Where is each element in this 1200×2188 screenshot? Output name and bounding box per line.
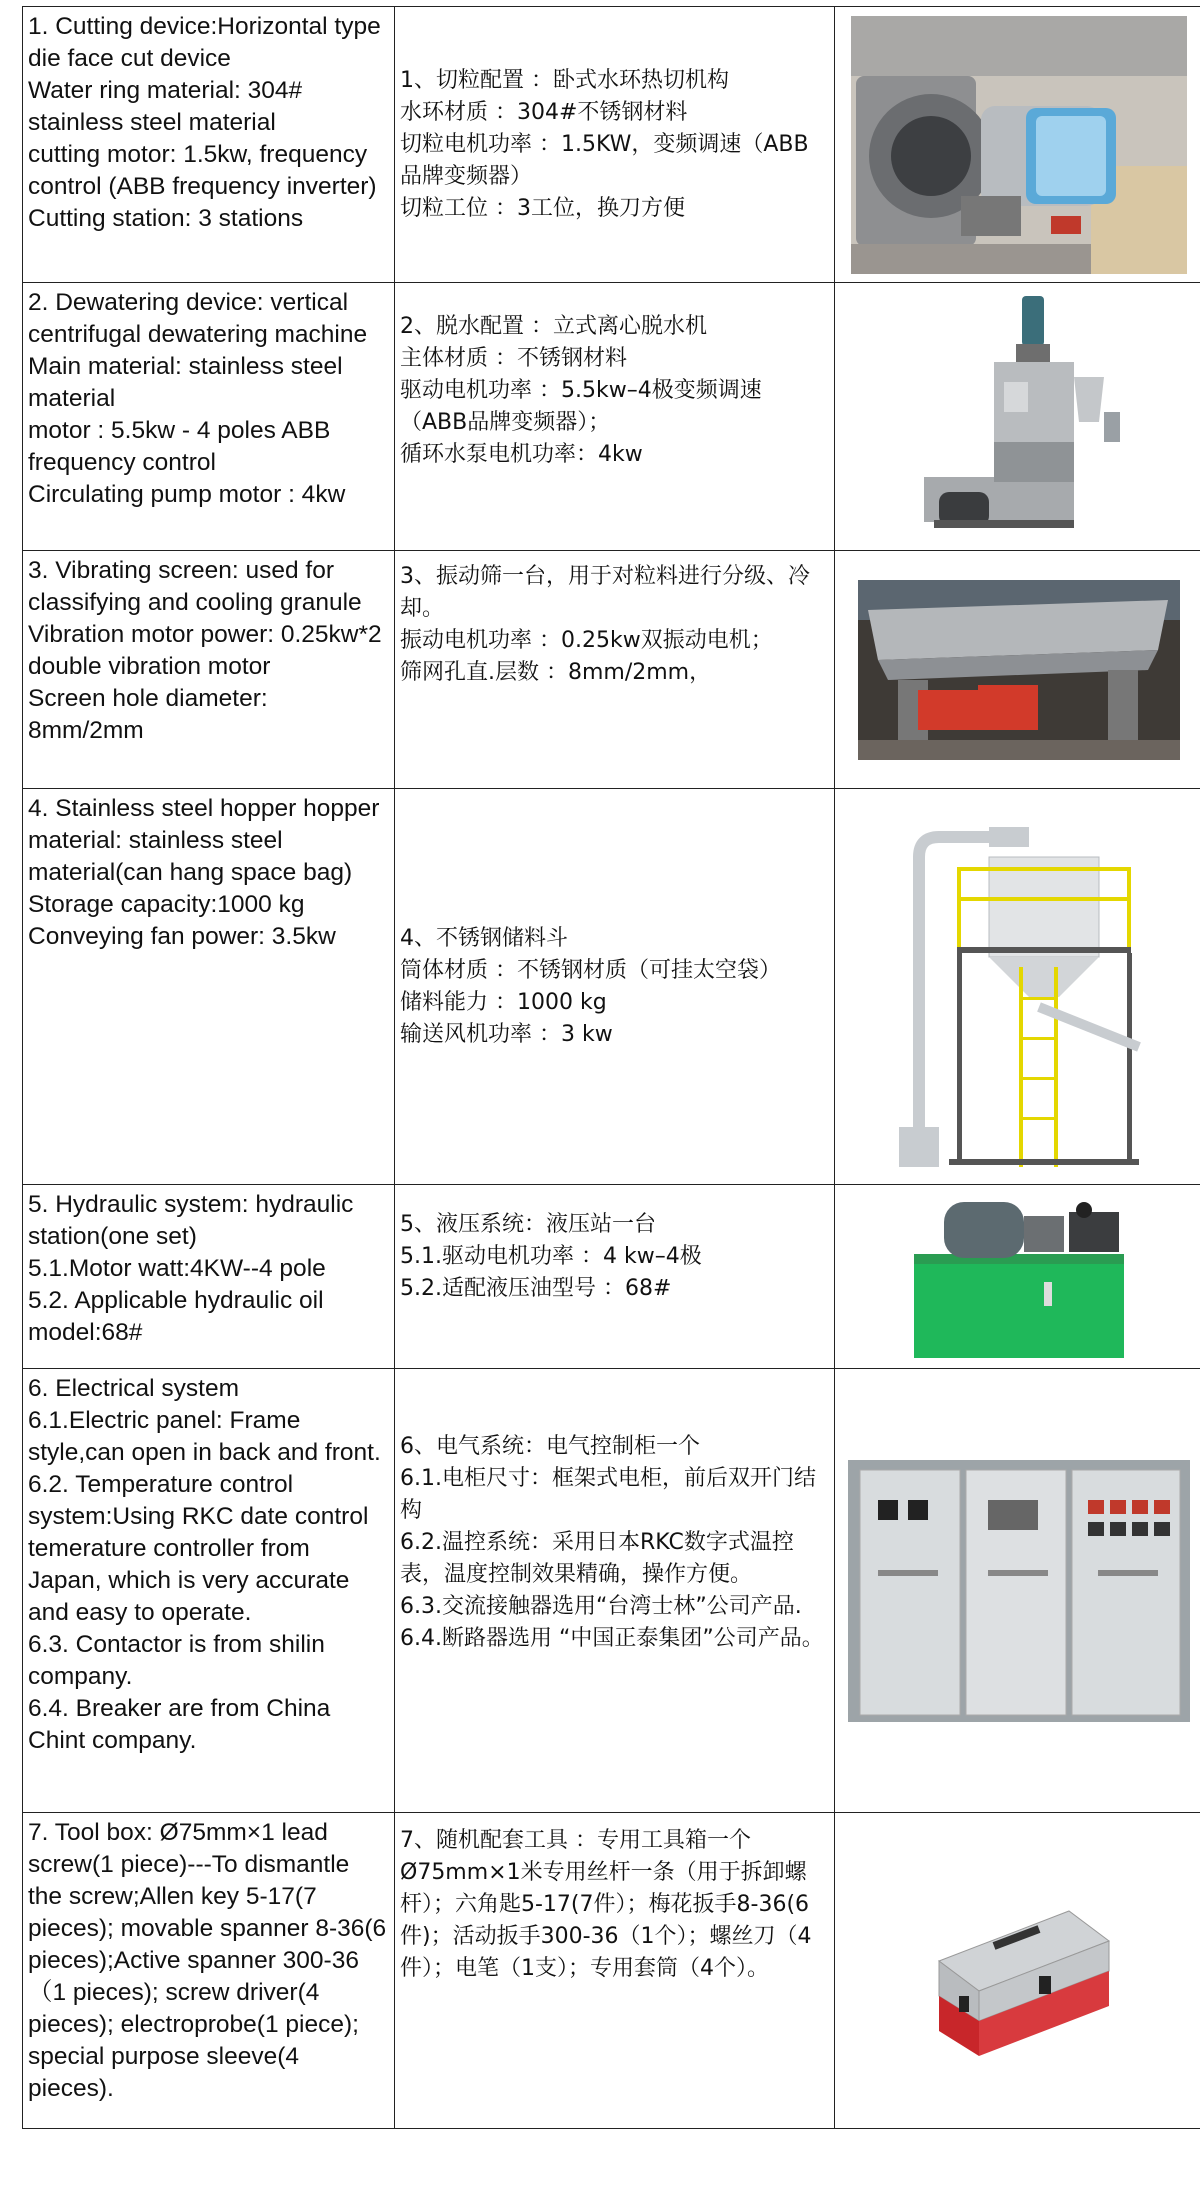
text-line: Storage capacity:1000 kg: [28, 891, 305, 918]
chinese-cell: [395, 7, 835, 283]
text-line: cutting motor: 1.5kw, frequency control (ABB frequency inverter): [28, 141, 377, 200]
text-line: 水环材质 ：304#不锈钢材料: [400, 99, 688, 125]
vibrating-screen-photo: [858, 580, 1180, 760]
text-line: 2、脱水配置 ：立式离心脱水机: [400, 314, 707, 339]
text-line: 振动电机功率 ：0.25kw双振动电机；: [400, 628, 773, 653]
clipped-text: [28, 555, 390, 777]
english-cell: [23, 283, 395, 551]
table-row: [23, 283, 1200, 551]
text-line: 输送风机功率 ：3 kw: [400, 1021, 613, 1047]
text-line: Cutting station: 3 stations: [28, 205, 304, 232]
text-line: Vibration motor power: 0.25kw*2 double vibration motor: [28, 621, 382, 680]
image-cell: [835, 551, 1200, 789]
english-cell: [23, 551, 395, 789]
text-line: 7. Tool box: Ø75mm×1 lead screw(1 piece)---To dismantle the screw;Allen key 5-17(7 pieces); movable spanner 8-36(6 pieces);Active spanner 300-36（1 pieces); screw driver(4 pieces); electroprobe(1 piece); special purpose sleeve(4 pieces).: [28, 1819, 387, 2102]
tool-box-photo: [919, 1871, 1119, 2071]
text-line: 6.1.电柜尺寸：框架式电柜，前后双开门结构: [400, 1466, 816, 1523]
image-cell: [835, 7, 1200, 283]
table-row: [23, 789, 1200, 1185]
text-line: Circulating pump motor : 4kw: [28, 481, 346, 508]
text-line: 6.3. Contactor is from shilin company.: [28, 1631, 325, 1690]
text-line: 5. Hydraulic system: hydraulic station(one set): [28, 1191, 354, 1250]
text-line: 筛网孔直.层数 ：8mm/2mm，: [400, 660, 712, 685]
text-line: 6.4. Breaker are from China Chint company.: [28, 1695, 331, 1754]
table-row: [23, 7, 1200, 283]
image-cell: [835, 789, 1200, 1185]
text-line: 6、电气系统：电气控制柜一个: [400, 1434, 700, 1459]
text-line: 储料能力 ：1000 kg: [400, 989, 607, 1015]
table-row: [23, 1369, 1200, 1813]
text-line: 1、切粒配置 ：卧式水环热切机构: [400, 67, 729, 93]
text-line: Screen hole diameter: 8mm/2mm: [28, 685, 268, 744]
text-line: 6.2.温控系统：采用日本RKC数字式温控表，温度控制效果精确，操作方便。: [400, 1530, 794, 1587]
text-line: Main material: stainless steel material: [28, 353, 343, 412]
text-line: 筒体材质 ：不锈钢材质（可挂太空袋）: [400, 957, 781, 983]
english-cell: [23, 1813, 395, 2129]
english-cell: [23, 789, 395, 1185]
text-line: 5.1.驱动电机功率 ：4 kw–4极: [400, 1244, 702, 1269]
text-line: 5.2. Applicable hydraulic oil model:68#: [28, 1287, 324, 1346]
image-cell: [835, 1813, 1200, 2129]
chinese-cell: [395, 1369, 835, 1813]
text-line: 7、随机配套工具 ：专用工具箱一个: [400, 1828, 751, 1853]
text-line: 6.3.交流接触器选用“台湾士林”公司产品. 6.4.断路器选用 “中国正泰集团”公司产品。: [400, 1594, 824, 1651]
dewatering-machine-photo: [904, 292, 1134, 542]
text-line: 主体材质 ：不锈钢材料: [400, 346, 627, 371]
text-line: 切粒电机功率 ：1.5KW，变频调速（ABB品牌变频器）: [400, 131, 809, 189]
text-line: 3. Vibrating screen: used for classifying and cooling granule: [28, 557, 362, 616]
text-line: Water ring material: 304# stainless steel material: [28, 77, 303, 136]
text-line: motor : 5.5kw - 4 poles ABB frequency control: [28, 417, 331, 476]
text-line: 6.2. Temperature control system:Using RKC date control temerature controller from Japan, which is very accurate and easy to operate.: [28, 1471, 369, 1626]
text-line: 3、振动筛一台，用于对粒料进行分级、冷却。: [400, 564, 810, 621]
text-line: 5.2.适配液压油型号 ：68#: [400, 1276, 672, 1301]
text-line: Ø75mm×1米专用丝杆一条（用于拆卸螺杆）；六角匙5-17(7件）；梅花扳手8-36(6件)；活动扳手300-36（1个）；螺丝刀（4件）；电笔（1支）；专用套筒（4个）。: [400, 1860, 812, 1981]
spec-table: [22, 6, 1200, 2129]
text-line: 驱动电机功率 ：5.5kw–4极变频调速（ABB品牌变频器）；: [400, 378, 762, 435]
text-line: 5、液压系统：液压站一台: [400, 1212, 656, 1237]
table-row: [23, 1185, 1200, 1369]
image-cell: [835, 1369, 1200, 1813]
text-line: 4. Stainless steel hopper hopper material: stainless steel material(can hang space bag): [28, 795, 380, 886]
text-line: Conveying fan power: 3.5kw: [28, 923, 336, 950]
chinese-cell: [395, 283, 835, 551]
text-line: 2. Dewatering device: vertical centrifugal dewatering machine: [28, 289, 368, 348]
text-line: 5.1.Motor watt:4KW--4 pole: [28, 1255, 326, 1282]
text-line: 6. Electrical system: [28, 1375, 240, 1402]
table-row: [23, 1813, 1200, 2129]
chinese-cell: [395, 789, 835, 1185]
chinese-cell: [395, 1185, 835, 1369]
chinese-cell: [395, 551, 835, 789]
image-cell: [835, 1185, 1200, 1369]
english-cell: [23, 7, 395, 283]
text-line: 1. Cutting device:Horizontal type die face cut device: [28, 13, 381, 72]
pelletizer-photo: [851, 16, 1187, 274]
table-row: [23, 551, 1200, 789]
electrical-cabinet-photo: [848, 1460, 1190, 1722]
hydraulic-station-photo: [894, 1192, 1144, 1362]
english-cell: [23, 1369, 395, 1813]
chinese-cell: [395, 1813, 835, 2129]
english-cell: [23, 1185, 395, 1369]
storage-hopper-drawing: [879, 797, 1159, 1177]
text-line: 4、不锈钢储料斗: [400, 925, 568, 951]
image-cell: [835, 283, 1200, 551]
text-line: 循环水泵电机功率：4kw: [400, 442, 643, 467]
text-line: 6.1.Electric panel: Frame style,can open in back and front.: [28, 1407, 381, 1466]
text-line: 切粒工位 ：3工位，换刀方便: [400, 195, 685, 221]
